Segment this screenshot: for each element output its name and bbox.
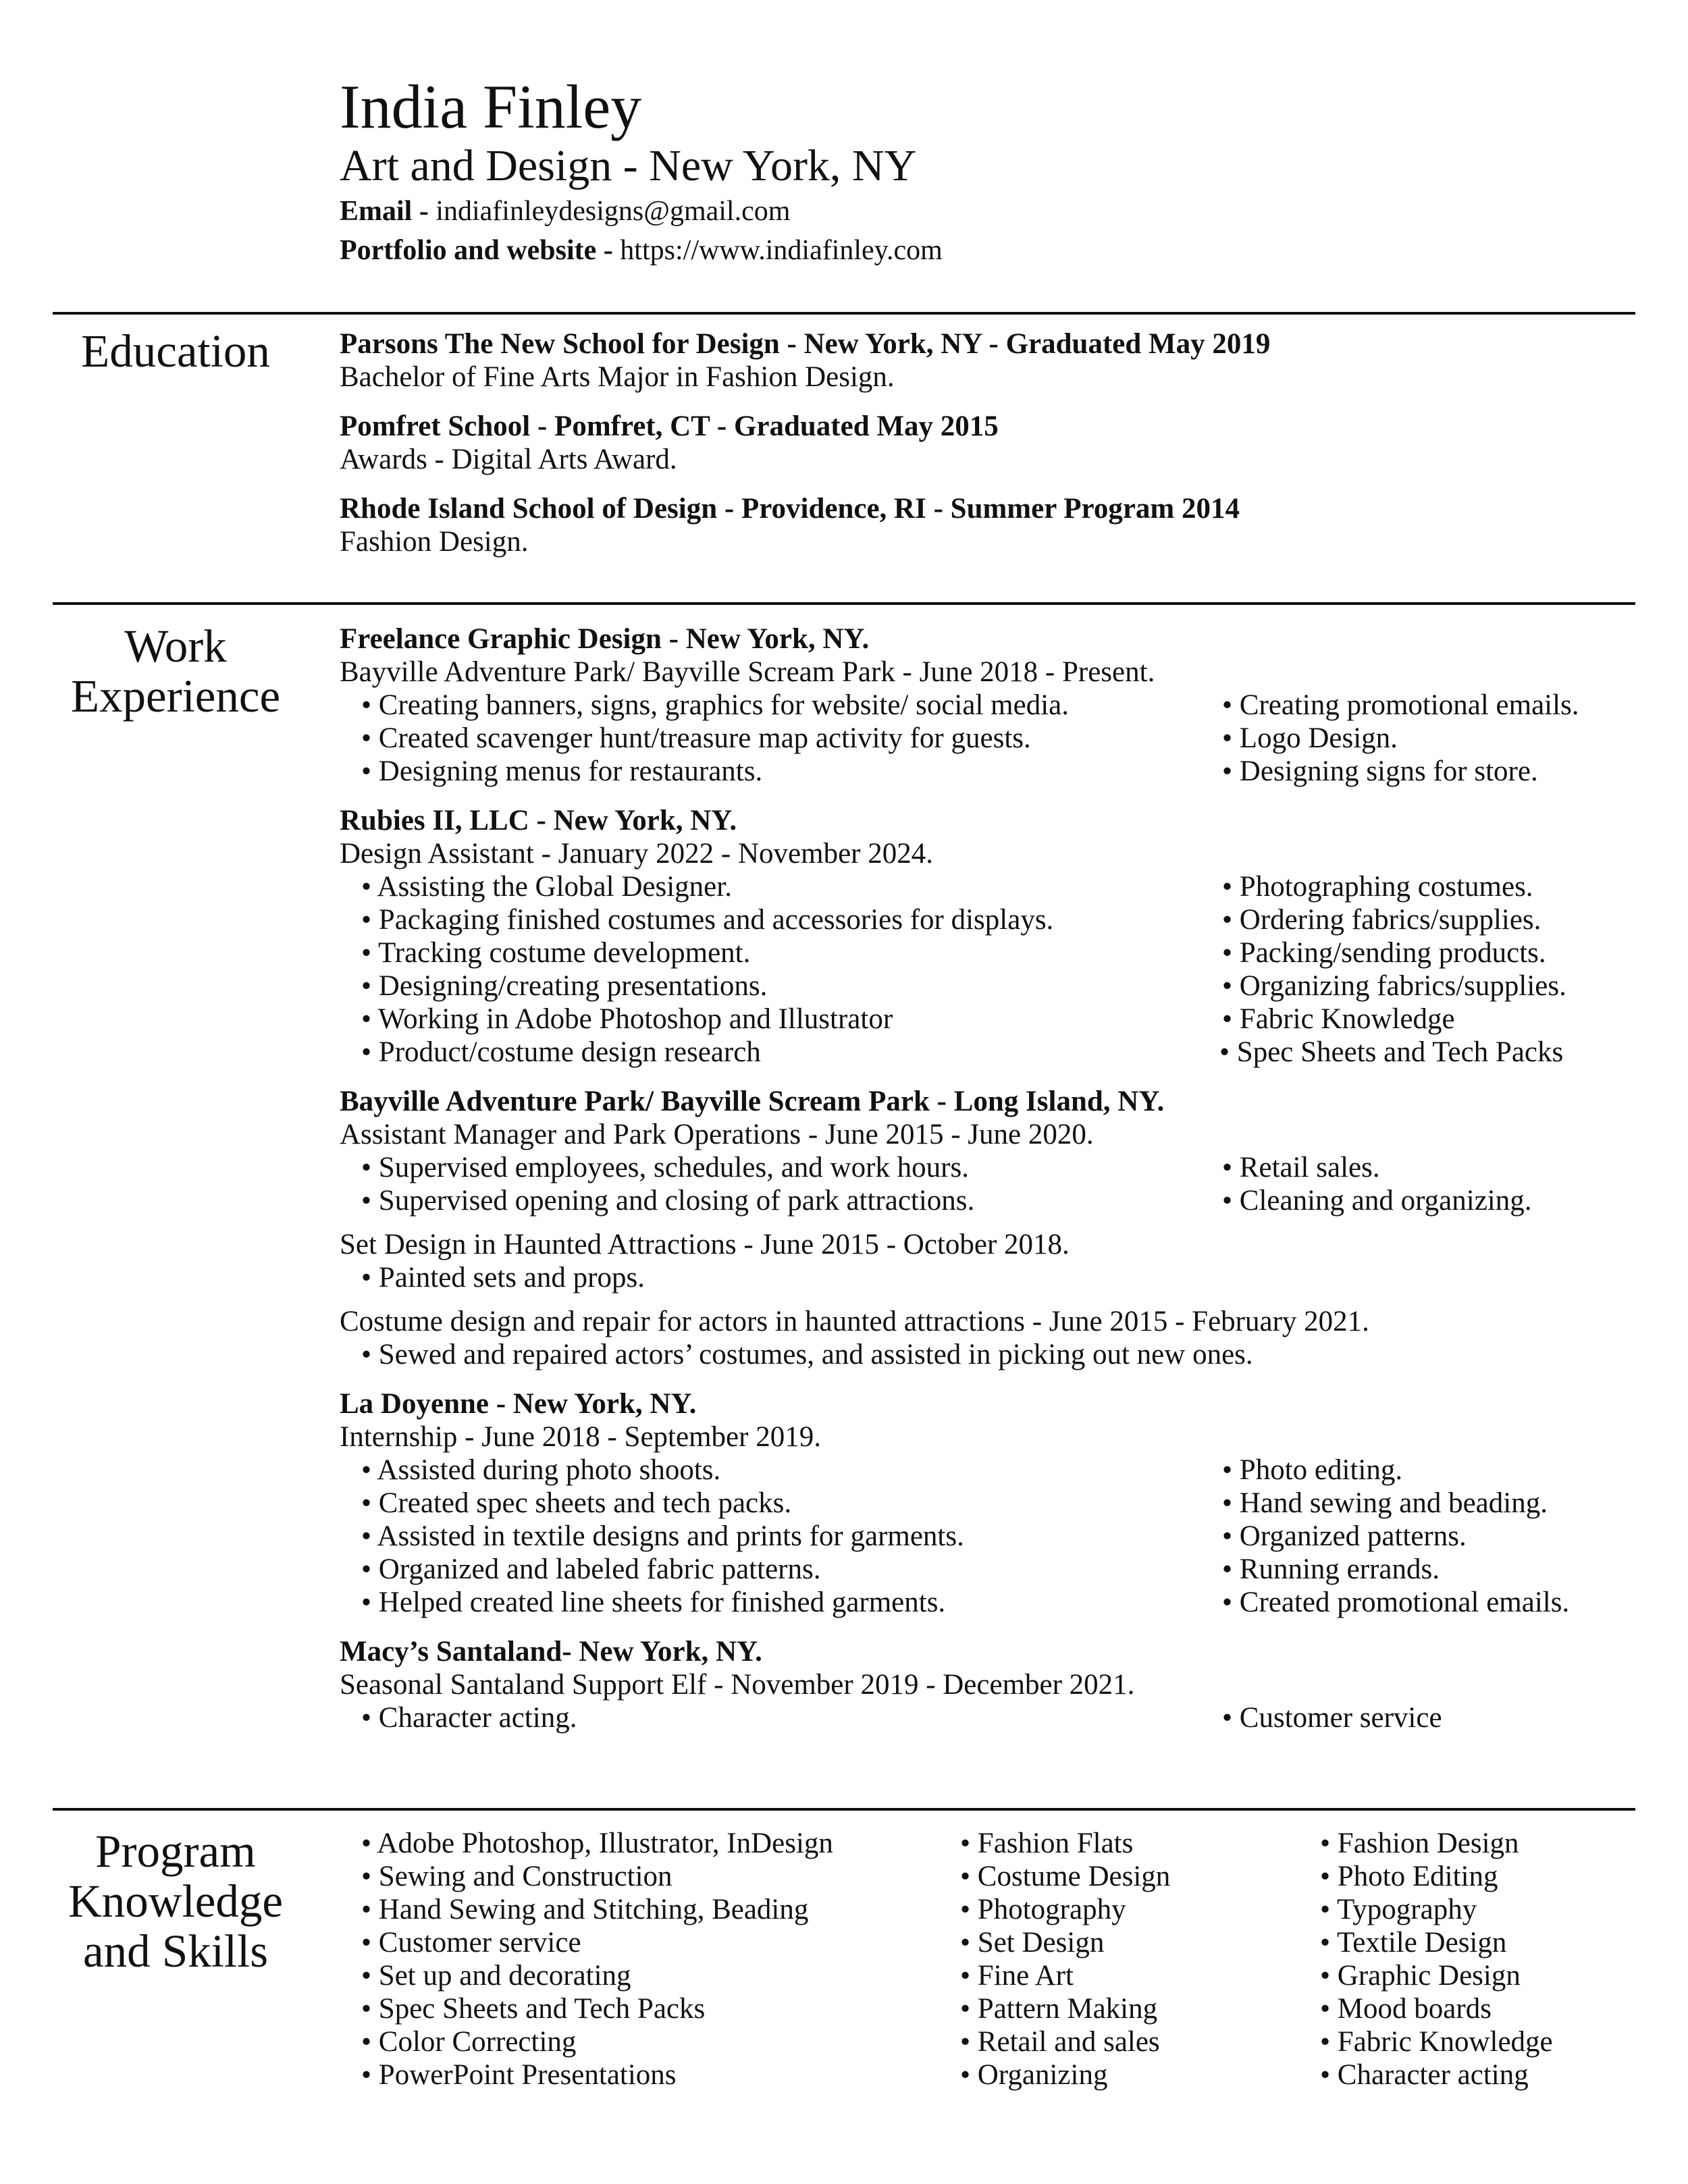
bullet-item: • Designing/creating presentations.: [361, 970, 768, 1002]
job-bullets: [340, 689, 1636, 788]
bullet-item: • Spec Sheets and Tech Packs: [1219, 1036, 1564, 1068]
education-section: [340, 327, 1636, 575]
bullet-item: • Creating promotional emails.: [1222, 689, 1579, 721]
skill-item: • Hand Sewing and Stitching, Beading: [361, 1894, 809, 1925]
bullet-item: • Creating banners, signs, graphics for website/ social media.: [361, 689, 1069, 721]
portfolio-label: Portfolio and website -: [340, 235, 613, 266]
job-title: La Doyenne - New York, NY.: [340, 1388, 697, 1420]
education-entry-detail: Bachelor of Fine Arts Major in Fashion Design.: [340, 361, 895, 393]
bullet-row: [340, 1454, 1636, 1487]
bullet-item: • Supervised employees, schedules, and work hours.: [361, 1152, 969, 1183]
skill-item: • Textile Design: [1320, 1927, 1507, 1959]
skills-heading-line: and Skills: [82, 1925, 269, 1977]
bullet-item: • Retail sales.: [1222, 1152, 1380, 1183]
skill-item: • Mood boards: [1320, 1993, 1492, 2025]
skill-item: • Costume Design: [960, 1861, 1171, 1892]
bullet-row: [340, 969, 1636, 1003]
skills-heading-line: Program: [95, 1826, 256, 1877]
skill-item: • Photo Editing: [1320, 1861, 1498, 1892]
bullet-item: • Ordering fabrics/supplies.: [1222, 904, 1541, 936]
bullet-row: [340, 755, 1636, 788]
bullet-row: [340, 1151, 1636, 1184]
bullet-item: • Designing menus for restaurants.: [361, 755, 763, 787]
email-line: [340, 192, 1623, 231]
bullet-item: • Photographing costumes.: [1222, 871, 1533, 903]
skill-item: • Fashion Flats: [960, 1828, 1134, 1859]
bullet-item: • Running errands.: [1222, 1553, 1440, 1585]
education-heading: [41, 326, 311, 376]
bullet-item: • Organized patterns.: [1222, 1520, 1467, 1552]
job-title: Bayville Adventure Park/ Bayville Scream Park - Long Island, NY.: [340, 1086, 1165, 1117]
skill-item: • Organizing: [960, 2059, 1108, 2091]
skills-heading-line: Knowledge: [68, 1875, 284, 1927]
bullet-row: [340, 1003, 1636, 1036]
section-divider: [53, 312, 1635, 315]
bullet-item: • Assisted in textile designs and prints for garments.: [361, 1520, 964, 1552]
bullet-row: [340, 1701, 1636, 1734]
skill-item: • Typography: [1320, 1894, 1477, 1925]
job-freelance: [340, 622, 1636, 788]
skill-item: • Photography: [960, 1894, 1126, 1925]
job-role: Internship - June 2018 - September 2019.: [340, 1421, 821, 1453]
education-entry-title: Pomfret School - Pomfret, CT - Graduated May 2015: [340, 410, 999, 442]
work-section: [340, 622, 1636, 1751]
job-ladoyenne: [340, 1387, 1636, 1619]
skill-item: • Fine Art: [960, 1960, 1074, 1992]
bullet-item: • Working in Adobe Photoshop and Illustrator: [361, 1003, 893, 1035]
education-entry: [340, 492, 1636, 558]
bullet-item: • Packing/sending products.: [1222, 937, 1546, 969]
bullet-item: • Assisting the Global Designer.: [361, 871, 732, 903]
bullet-item: • Photo editing.: [1222, 1454, 1403, 1486]
bullet-item: • Fabric Knowledge: [1222, 1003, 1455, 1035]
applicant-name: India Finley: [340, 72, 642, 141]
bullet-row: [340, 1184, 1636, 1217]
bullet-row: [340, 870, 1636, 903]
work-heading-line: Experience: [70, 670, 281, 722]
job-bayville: [340, 1085, 1636, 1371]
bullet-item: • Cleaning and organizing.: [1222, 1185, 1532, 1217]
email-address[interactable]: indiafinleydesigns@gmail.com: [436, 196, 791, 227]
education-entry-detail: Awards - Digital Arts Award.: [340, 444, 677, 475]
job-rubies: [340, 804, 1636, 1069]
education-entry: [340, 327, 1636, 394]
skill-item: • Fabric Knowledge: [1320, 2026, 1553, 2058]
job-role: Bayville Adventure Park/ Bayville Scream Park - June 2018 - Present.: [340, 656, 1155, 688]
job-title: Macy’s Santaland- New York, NY.: [340, 1636, 762, 1668]
skill-item: • Set Design: [960, 1927, 1105, 1959]
bullet-item: • Painted sets and props.: [361, 1262, 645, 1294]
skill-item: • Customer service: [361, 1927, 581, 1959]
bullet-item: • Packaging finished costumes and accessories for displays.: [361, 904, 1054, 936]
skill-item: • Fashion Design: [1320, 1828, 1519, 1859]
bullet-item: • Assisted during photo shoots.: [361, 1454, 721, 1486]
bullet-row: [340, 903, 1636, 936]
job-macys: [340, 1635, 1636, 1734]
skills-column: [361, 1827, 833, 2092]
bullet-item: • Sewed and repaired actors’ costumes, and assisted in picking out new ones.: [361, 1339, 1253, 1370]
work-heading: [41, 621, 311, 721]
bullet-item: • Customer service: [1222, 1702, 1442, 1734]
job-bullets: [340, 1701, 1636, 1734]
bullet-item: • Hand sewing and beading.: [1222, 1487, 1548, 1519]
job-title: Freelance Graphic Design - New York, NY.: [340, 623, 870, 655]
bullet-row: [340, 1487, 1636, 1520]
skills-column: [1320, 1827, 1553, 2092]
skills-heading: [41, 1826, 311, 1976]
job-bullets: [340, 1151, 1636, 1217]
bullet-item: • Character acting.: [361, 1702, 577, 1734]
bullet-item: • Created spec sheets and tech packs.: [361, 1487, 792, 1519]
skill-item: • Character acting: [1320, 2059, 1529, 2091]
bullet-row: [340, 936, 1636, 969]
bullet-item: • Organizing fabrics/supplies.: [1222, 970, 1566, 1002]
education-entry-title: Parsons The New School for Design - New York, NY - Graduated May 2019: [340, 328, 1271, 360]
education-entry-title: Rhode Island School of Design - Providence, RI - Summer Program 2014: [340, 493, 1240, 525]
bullet-item: • Helped created line sheets for finished garments.: [361, 1587, 946, 1618]
bullet-row: [340, 1036, 1636, 1069]
job-role: Seasonal Santaland Support Elf - November 2019 - December 2021.: [340, 1669, 1135, 1701]
skills-column: [960, 1827, 1170, 2092]
skill-item: • Sewing and Construction: [361, 1861, 672, 1892]
skill-item: • Color Correcting: [361, 2026, 577, 2058]
job-bullets: [340, 870, 1636, 1069]
skill-item: • Set up and decorating: [361, 1960, 631, 1992]
education-entry-detail: Fashion Design.: [340, 526, 529, 558]
job-role: Assistant Manager and Park Operations - June 2015 - June 2020.: [340, 1119, 1094, 1150]
skill-item: • Spec Sheets and Tech Packs: [361, 1993, 706, 2025]
job-title: Rubies II, LLC - New York, NY.: [340, 805, 737, 836]
job-bullets: [340, 1454, 1636, 1619]
skill-item: • Pattern Making: [960, 1993, 1158, 2025]
bullet-row: [340, 1520, 1636, 1553]
bullet-item: • Created scavenger hunt/treasure map activity for guests.: [361, 722, 1031, 754]
bullet-row: [340, 1586, 1636, 1619]
bullet-item: • Product/costume design research: [361, 1036, 761, 1068]
bullet-item: • Tracking costume development.: [361, 937, 751, 969]
bullet-item: • Supervised opening and closing of park attractions.: [361, 1185, 975, 1217]
education-heading-text: Education: [81, 325, 270, 377]
portfolio-line: [340, 231, 1623, 270]
skill-item: • Graphic Design: [1320, 1960, 1521, 1992]
job-role: Set Design in Haunted Attractions - June 2015 - October 2018.: [340, 1229, 1070, 1260]
bullet-item: • Logo Design.: [1222, 722, 1398, 754]
skill-item: • PowerPoint Presentations: [361, 2059, 677, 2091]
work-heading-line: Work: [124, 620, 227, 672]
section-divider: [53, 602, 1635, 605]
job-role: Design Assistant - January 2022 - November 2024.: [340, 838, 933, 870]
email-label: Email -: [340, 196, 429, 227]
bullet-item: • Organized and labeled fabric patterns.: [361, 1553, 821, 1585]
bullet-row: [340, 1553, 1636, 1586]
bullet-item: • Designing signs for store.: [1222, 755, 1538, 787]
education-entry: [340, 410, 1636, 476]
bullet-item: • Created promotional emails.: [1222, 1587, 1570, 1618]
section-divider: [53, 1808, 1635, 1811]
job-role: Costume design and repair for actors in haunted attractions - June 2015 - February 2021.: [340, 1306, 1369, 1337]
bullet-row: [340, 722, 1636, 755]
skill-item: • Retail and sales: [960, 2026, 1160, 2058]
skill-item: • Adobe Photoshop, Illustrator, InDesign: [361, 1828, 833, 1859]
portfolio-url[interactable]: https://www.indiafinley.com: [620, 235, 943, 266]
bullet-row: [340, 689, 1636, 722]
applicant-subtitle: Art and Design - New York, NY: [340, 141, 917, 190]
resume-header: [340, 73, 1623, 270]
